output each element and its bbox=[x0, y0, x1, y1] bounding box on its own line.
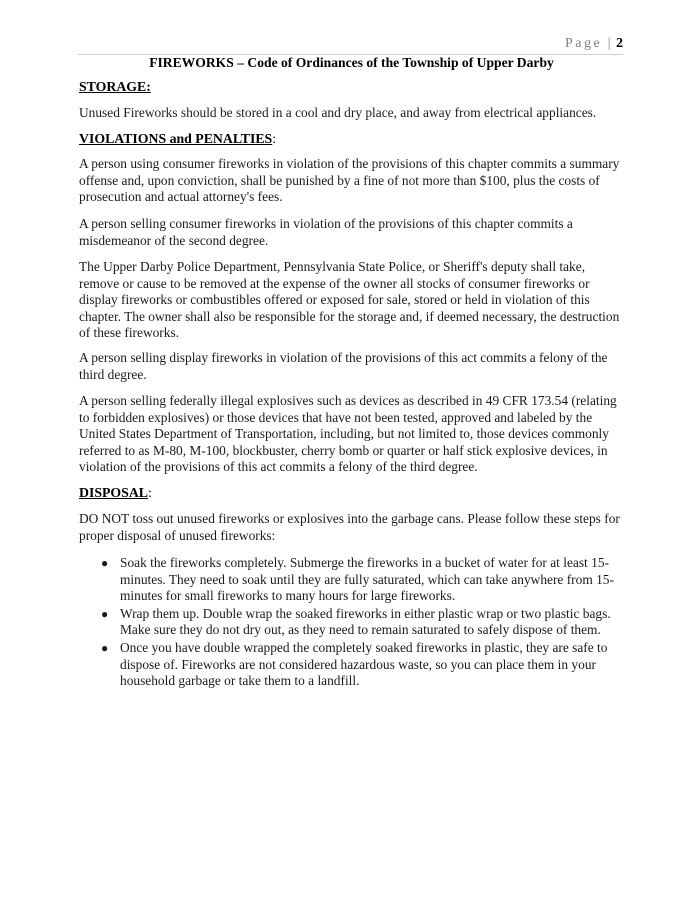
storage-paragraph: Unused Fireworks should be stored in a cool and dry place, and away from electrical appliances. bbox=[79, 105, 597, 120]
violations-heading-colon: : bbox=[272, 131, 277, 146]
list-item bbox=[79, 555, 624, 605]
bullet-icon: ● bbox=[101, 640, 109, 655]
violation-paragraph-5: A person selling federally illegal explosives such as devices as described in 49 CFR 173.54 (relating to forbidden explosives) or those devices that have not been tested, approved and labeled by the United States Department of Transportation, including, but not limited to, those devices commonly referred to as M-80, M-100, blockbuster, cherry bomb or quarter or half stick explosive devices, in violation of the provisions of this act commits a felony of the third degree. bbox=[79, 393, 617, 475]
violation-paragraph-2: A person selling consumer fireworks in violation of the provisions of this chapter commits a misdemeanor of the second degree. bbox=[79, 216, 573, 248]
disposal-step-2: Wrap them up. Double wrap the soaked fireworks in either plastic wrap or two plastic bags. Make sure they do not dry out, as they need to remain saturated to safely dispose of them. bbox=[120, 605, 611, 638]
disposal-heading-text: DISPOSAL bbox=[79, 485, 149, 500]
bullet-icon: ● bbox=[101, 606, 109, 621]
storage-heading-text: STORAGE: bbox=[79, 79, 151, 94]
violations-heading bbox=[79, 131, 276, 148]
violations-heading-text: VIOLATIONS and PENALTIES bbox=[79, 131, 273, 146]
list-item bbox=[79, 640, 624, 690]
page-separator: | bbox=[607, 36, 611, 51]
disposal-step-1: Soak the fireworks completely. Submerge the fireworks in a bucket of water for at least 15-minutes. They need to soak until they are fully saturated, which can take anywhere from 15-minutes for small fireworks to many hours for large fireworks. bbox=[120, 555, 614, 604]
disposal-heading-colon: : bbox=[148, 485, 152, 500]
storage-heading bbox=[79, 79, 151, 96]
violation-paragraph-4: A person selling display fireworks in violation of the provisions of this act commits a felony of the third degree. bbox=[79, 350, 608, 382]
disposal-step-3: Once you have double wrapped the completely soaked fireworks in plastic, they are safe to dispose of. Fireworks are not considered hazardous waste, so you can place them in your household garbage or take them to a landfill. bbox=[120, 639, 608, 689]
violation-paragraph-1: A person using consumer fireworks in violation of the provisions of this chapter commits a summary offense and, upon conviction, shall be punished by a fine of not more than $100, plus the costs of prosecution and actual attorney's fees. bbox=[79, 156, 620, 205]
page-label: Page bbox=[564, 36, 603, 51]
disposal-heading bbox=[79, 485, 152, 502]
disposal-intro: DO NOT toss out unused fireworks or explosives into the garbage cans. Please follow these steps for proper disposal of unused fireworks: bbox=[79, 511, 620, 543]
page-number: 2 bbox=[616, 36, 623, 51]
bullet-icon: ● bbox=[101, 556, 109, 570]
document-title: FIREWORKS – Code of Ordinances of the Township of Upper Darby bbox=[149, 55, 554, 70]
violation-paragraph-3: The Upper Darby Police Department, Pennsylvania State Police, or Sheriff's deputy shall take, remove or cause to be removed at the expense of the owner all stocks of consumer fireworks or display fireworks or combustibles offered or exposed for sale, stored or held in violation of this chapter. The owner shall also be responsible for the storage and, if deemed necessary, the destruction of these fireworks. bbox=[79, 259, 620, 341]
list-item bbox=[79, 606, 624, 639]
disposal-steps-list bbox=[79, 555, 624, 691]
page-header bbox=[78, 36, 623, 55]
